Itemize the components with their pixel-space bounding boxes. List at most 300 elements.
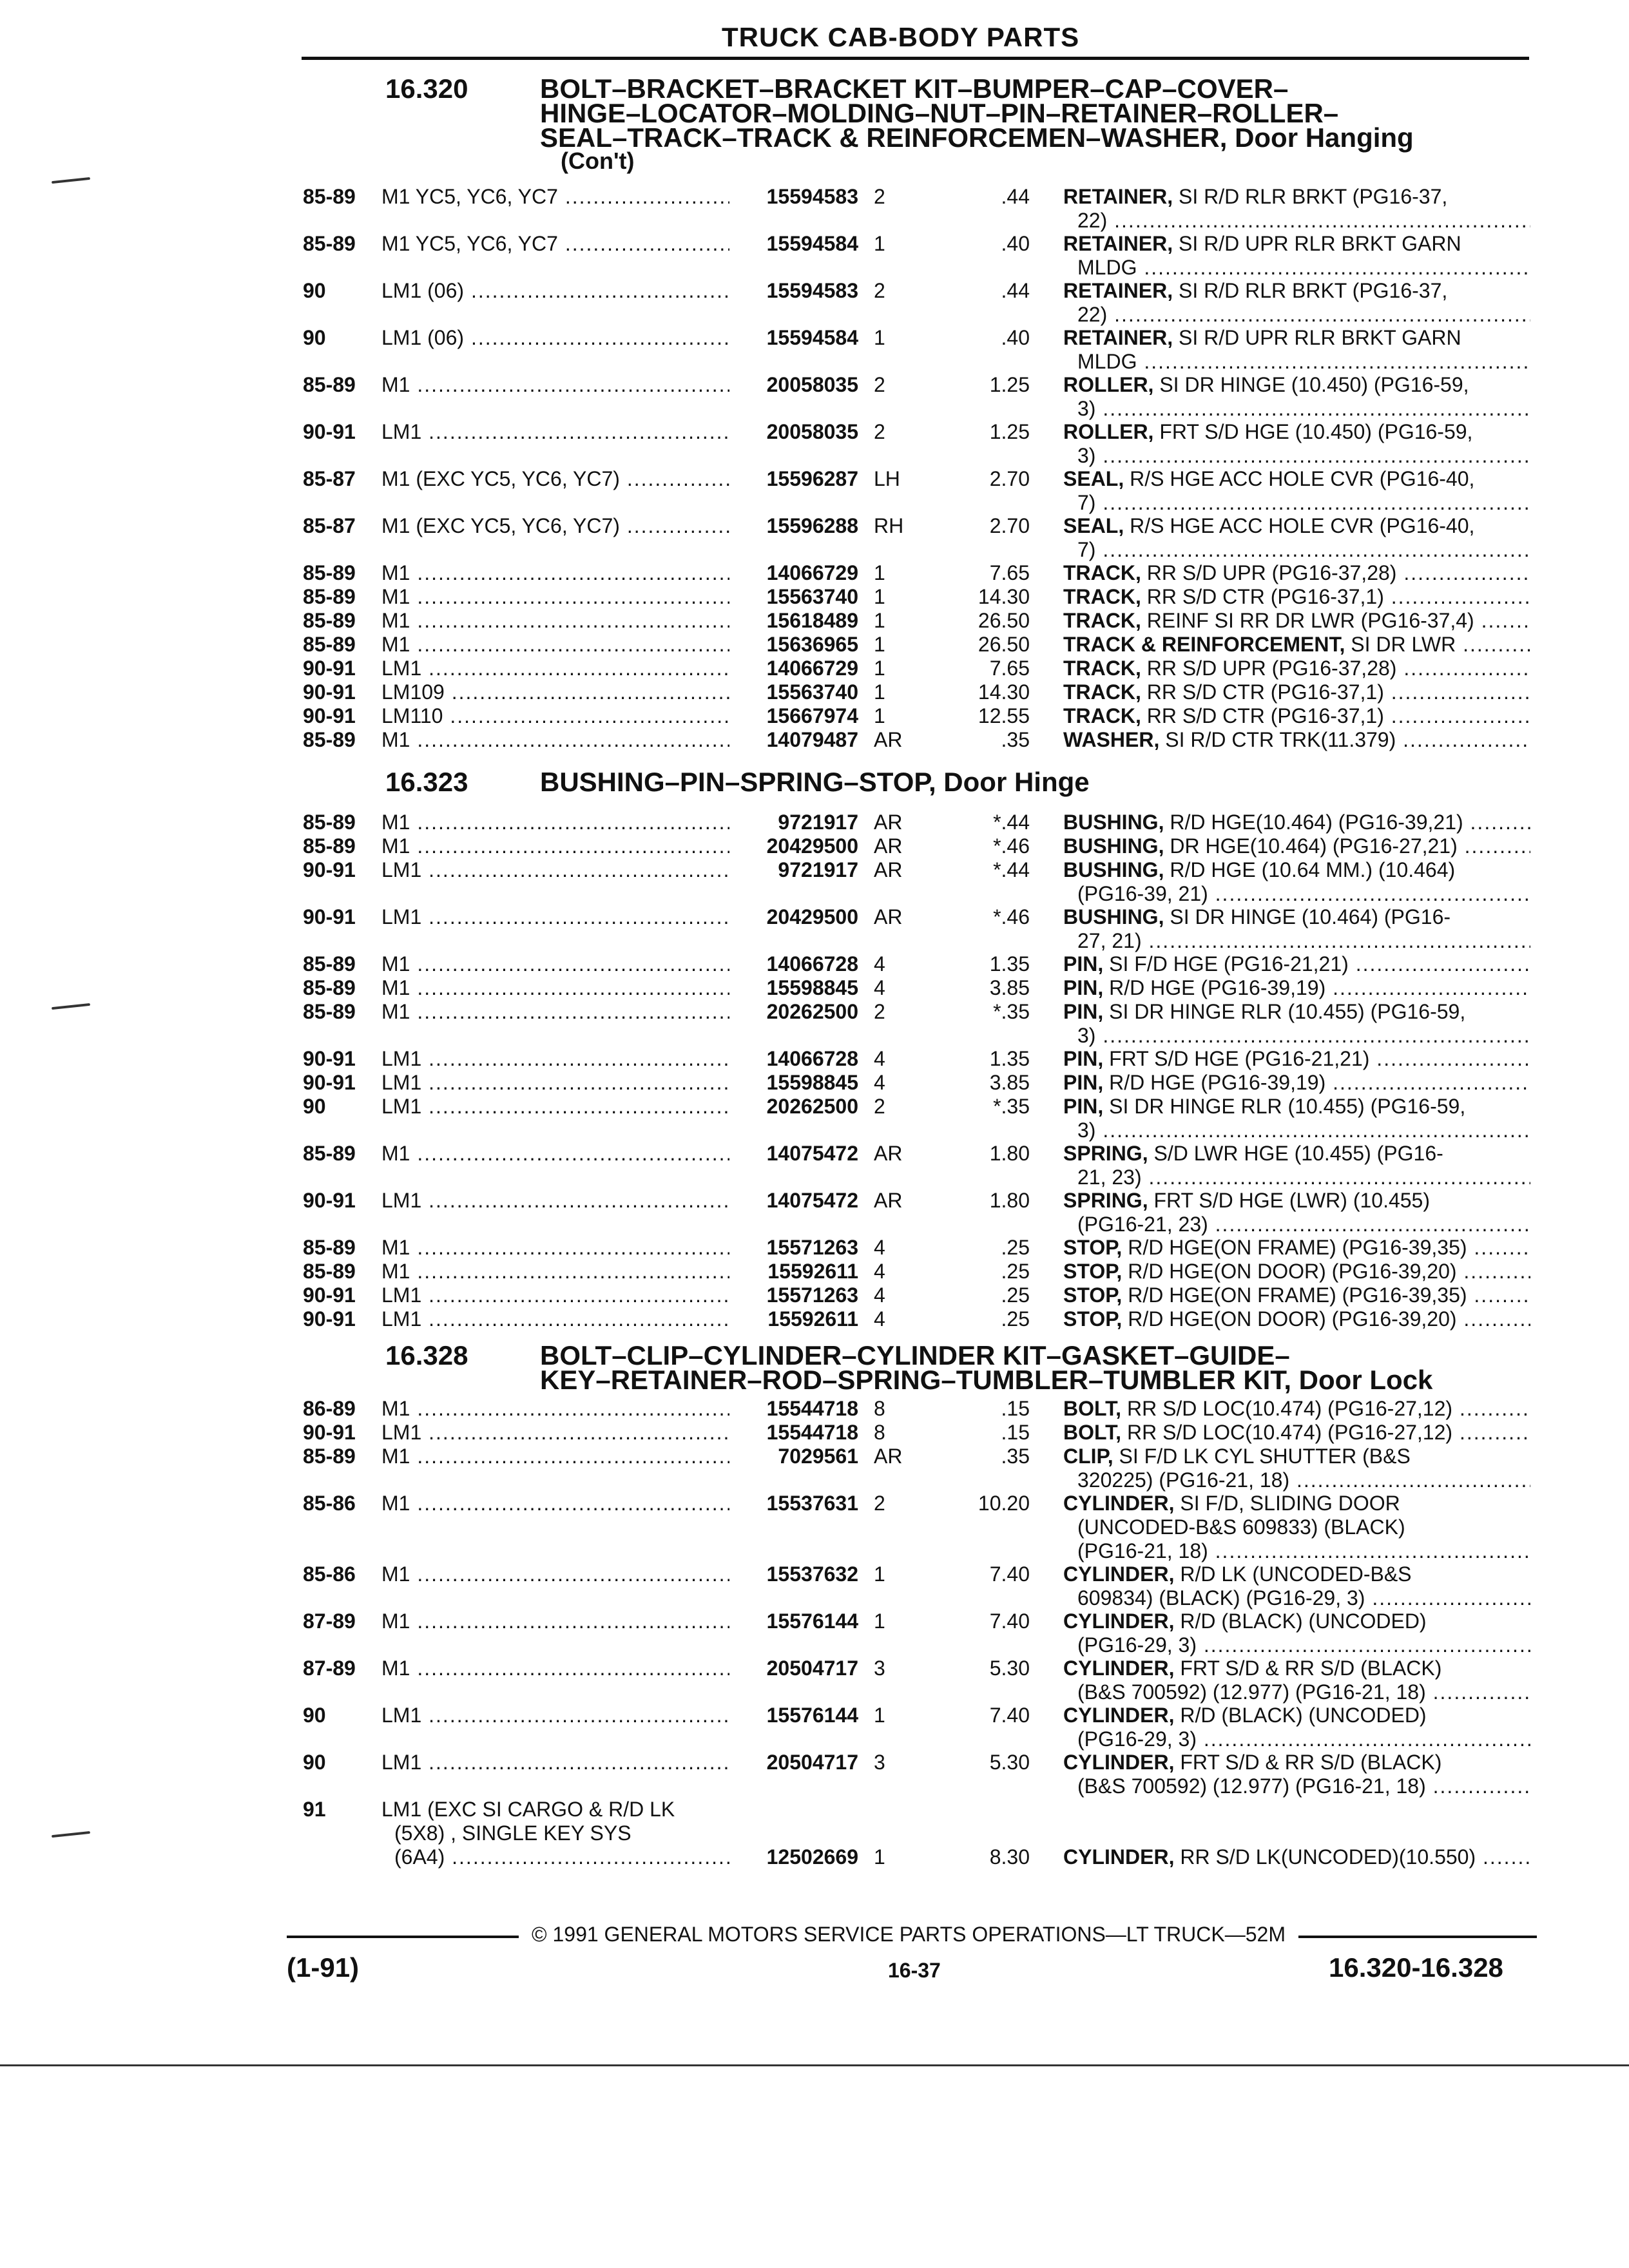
description-line bbox=[1063, 303, 1530, 327]
description-text: (UNCODED-B&S 609833) (BLACK) bbox=[1077, 1515, 1405, 1539]
description bbox=[1063, 279, 1530, 327]
description-text: (B&S 700592) (12.977) (PG16-21, 18) bbox=[1077, 1774, 1426, 1798]
application bbox=[381, 811, 729, 834]
quantity: 2 bbox=[874, 420, 885, 443]
quantity: 1 bbox=[874, 633, 885, 656]
year-range: 90-91 bbox=[303, 1047, 356, 1070]
description-line bbox=[1063, 1515, 1530, 1539]
price: 7.65 bbox=[989, 657, 1030, 680]
description-line bbox=[1063, 585, 1530, 609]
quantity: 1 bbox=[874, 561, 885, 584]
description-text: RR S/D LOC(10.474) (PG16-27,12) bbox=[1126, 1421, 1453, 1444]
part-number: 15571263 bbox=[763, 1283, 858, 1307]
application-line: LM1 ..... bbox=[381, 1307, 729, 1331]
price: .40 bbox=[1001, 326, 1030, 349]
quantity: 1 bbox=[874, 680, 885, 704]
part-number: 15598845 bbox=[763, 976, 858, 1000]
description-line bbox=[1063, 1213, 1530, 1236]
section-number: 16.323 bbox=[385, 767, 468, 797]
description-text: SI F/D, SLIDING DOOR bbox=[1180, 1492, 1400, 1515]
price: 5.30 bbox=[989, 1657, 1030, 1680]
quantity: 1 bbox=[874, 704, 885, 727]
price: 1.35 bbox=[989, 1047, 1030, 1070]
application-line: M1 ..... bbox=[381, 373, 729, 397]
application bbox=[381, 1283, 729, 1307]
year-range: 90-91 bbox=[303, 1283, 356, 1307]
part-number: 14066729 bbox=[763, 657, 858, 680]
year-range: 85-89 bbox=[303, 585, 356, 608]
quantity: 4 bbox=[874, 1307, 885, 1331]
application-line: M1 ..... bbox=[381, 1562, 729, 1586]
quantity: 4 bbox=[874, 976, 885, 999]
year-range: 90-91 bbox=[303, 1307, 356, 1331]
price: *.46 bbox=[993, 834, 1030, 858]
price: 12.55 bbox=[978, 704, 1030, 727]
application-line: M1 ..... bbox=[381, 1492, 729, 1515]
description-line bbox=[1063, 467, 1530, 491]
part-number: 15537632 bbox=[763, 1562, 858, 1586]
description bbox=[1063, 1047, 1530, 1071]
price: 10.20 bbox=[978, 1492, 1030, 1515]
year-range: 87-89 bbox=[303, 1657, 356, 1680]
part-name: PIN, bbox=[1063, 976, 1104, 999]
description-text: R/D HGE(ON DOOR) (PG16-39,20) bbox=[1128, 1307, 1457, 1331]
section-title-line: (Con't) bbox=[561, 148, 635, 174]
section-title-line: HINGE–LOCATOR–MOLDING–NUT–PIN–RETAINER–ROLLER– bbox=[540, 98, 1339, 128]
description bbox=[1063, 1236, 1530, 1260]
description-line bbox=[1063, 1492, 1530, 1515]
part-name: PIN, bbox=[1063, 1095, 1104, 1118]
price: 1.25 bbox=[989, 373, 1030, 396]
description-text: DR HGE(10.464) (PG16-27,21) bbox=[1170, 834, 1458, 858]
description-text: 320225) (PG16-21, 18) bbox=[1077, 1468, 1290, 1492]
year-range: 85-87 bbox=[303, 467, 356, 490]
quantity: 1 bbox=[874, 1610, 885, 1633]
description bbox=[1063, 373, 1530, 421]
part-number: 20262500 bbox=[763, 1000, 858, 1024]
application-line: LM1 ..... bbox=[381, 1095, 729, 1119]
application bbox=[381, 1704, 729, 1727]
quantity: AR bbox=[874, 905, 903, 928]
description-line bbox=[1063, 1189, 1530, 1213]
price: 3.85 bbox=[989, 1071, 1030, 1094]
description-line bbox=[1063, 704, 1530, 728]
part-number: 15636965 bbox=[763, 633, 858, 657]
application bbox=[381, 1071, 729, 1095]
section-title-line: BOLT–CLIP–CYLINDER–CYLINDER KIT–GASKET–GUIDE– bbox=[540, 1340, 1290, 1370]
application-line: LM1 (06) ..... bbox=[381, 326, 729, 350]
description-line bbox=[1063, 1774, 1530, 1798]
description-line bbox=[1063, 882, 1530, 906]
application bbox=[381, 1236, 729, 1260]
quantity: 4 bbox=[874, 952, 885, 975]
year-range: 85-89 bbox=[303, 1445, 356, 1468]
description-line bbox=[1063, 834, 1530, 858]
part-name: CYLINDER, bbox=[1063, 1657, 1175, 1680]
application-line: LM109 ..... bbox=[381, 680, 729, 704]
description-line bbox=[1063, 811, 1530, 834]
quantity: 1 bbox=[874, 609, 885, 632]
description-text: 609834) (BLACK) (PG16-29, 3) bbox=[1077, 1586, 1365, 1610]
part-number: 15563740 bbox=[763, 680, 858, 704]
description-text: FRT S/D HGE (LWR) (10.455) bbox=[1153, 1189, 1430, 1212]
application-line: M1 ..... bbox=[381, 834, 729, 858]
price: 1.35 bbox=[989, 952, 1030, 975]
quantity: AR bbox=[874, 834, 903, 858]
year-range: 91 bbox=[303, 1798, 326, 1821]
description bbox=[1063, 185, 1530, 233]
description-line bbox=[1063, 1657, 1530, 1680]
year-range: 85-89 bbox=[303, 976, 356, 999]
section-number: 16.320 bbox=[385, 73, 468, 104]
part-number: 15571263 bbox=[763, 1236, 858, 1260]
description-line bbox=[1063, 952, 1530, 976]
description bbox=[1063, 1000, 1530, 1048]
application-line: M1 ..... bbox=[381, 561, 729, 585]
application bbox=[381, 1307, 729, 1331]
application-line: LM1 ..... bbox=[381, 420, 729, 444]
quantity: 8 bbox=[874, 1397, 885, 1420]
part-number: 15563740 bbox=[763, 585, 858, 609]
quantity: 4 bbox=[874, 1260, 885, 1283]
description-line bbox=[1063, 1610, 1530, 1633]
price: 1.80 bbox=[989, 1142, 1030, 1165]
description bbox=[1063, 657, 1530, 680]
part-number: 15544718 bbox=[763, 1421, 858, 1445]
part-name: PIN, bbox=[1063, 1000, 1104, 1023]
price: .44 bbox=[1001, 279, 1030, 302]
description bbox=[1063, 1283, 1530, 1307]
application-line: M1 ..... bbox=[381, 1142, 729, 1166]
description bbox=[1063, 1142, 1530, 1189]
application bbox=[381, 1260, 729, 1283]
application-line: LM1 ..... bbox=[381, 1421, 729, 1445]
description bbox=[1063, 1751, 1530, 1798]
description-text: SI R/D UPR RLR BRKT GARN bbox=[1178, 232, 1461, 255]
footer-rule bbox=[287, 1936, 519, 1938]
part-name: SEAL, bbox=[1063, 467, 1124, 490]
part-number: 15596288 bbox=[763, 514, 858, 538]
description-text: 22) bbox=[1077, 209, 1108, 232]
application bbox=[381, 704, 729, 728]
description bbox=[1063, 680, 1530, 704]
description bbox=[1063, 976, 1530, 1000]
year-range: 90 bbox=[303, 1095, 326, 1118]
part-number: 14075472 bbox=[763, 1189, 858, 1213]
description-line bbox=[1063, 1024, 1530, 1048]
application bbox=[381, 657, 729, 680]
description-text: 22) bbox=[1077, 303, 1108, 326]
description bbox=[1063, 326, 1530, 374]
price: *.44 bbox=[993, 858, 1030, 881]
quantity: RH bbox=[874, 514, 904, 537]
description bbox=[1063, 1704, 1530, 1751]
year-range: 90 bbox=[303, 1751, 326, 1774]
application bbox=[381, 834, 729, 858]
application-line: LM1 ..... bbox=[381, 1047, 729, 1071]
description-text: SI DR HINGE (10.464) (PG16- bbox=[1170, 905, 1451, 928]
description bbox=[1063, 1095, 1530, 1142]
description bbox=[1063, 704, 1530, 728]
application-line: M1 ..... bbox=[381, 1610, 729, 1633]
description-line bbox=[1063, 1751, 1530, 1774]
part-number: 15594584 bbox=[763, 232, 858, 256]
description-text: SI F/D LK CYL SHUTTER (B&S bbox=[1119, 1445, 1411, 1468]
part-number: 15596287 bbox=[763, 467, 858, 491]
description-line bbox=[1063, 491, 1530, 515]
part-number: 20504717 bbox=[763, 1657, 858, 1680]
quantity: 1 bbox=[874, 326, 885, 349]
description-text: 3) bbox=[1077, 1119, 1096, 1142]
description bbox=[1063, 728, 1530, 752]
part-name: TRACK, bbox=[1063, 561, 1141, 584]
description-line bbox=[1063, 420, 1530, 444]
description-text: (PG16-39, 21) bbox=[1077, 882, 1208, 905]
part-number: 15576144 bbox=[763, 1704, 858, 1727]
description bbox=[1063, 1421, 1530, 1445]
quantity: 2 bbox=[874, 1492, 885, 1515]
description-text: FRT S/D & RR S/D (BLACK) bbox=[1180, 1751, 1442, 1774]
description-line bbox=[1063, 1000, 1530, 1024]
description-line bbox=[1063, 373, 1530, 397]
part-name: CYLINDER, bbox=[1063, 1610, 1175, 1633]
description bbox=[1063, 1189, 1530, 1236]
description-text: R/D LK (UNCODED-B&S bbox=[1180, 1562, 1412, 1586]
year-range: 85-89 bbox=[303, 1236, 356, 1259]
application-line: M1 ..... bbox=[381, 609, 729, 633]
description bbox=[1063, 561, 1530, 585]
footer-rule bbox=[1298, 1936, 1537, 1938]
description-text: SI DR HINGE RLR (10.455) (PG16-59, bbox=[1109, 1095, 1466, 1118]
description-text: RR S/D LK(UNCODED)(10.550) bbox=[1180, 1845, 1476, 1869]
description-line bbox=[1063, 232, 1530, 256]
part-name: BUSHING, bbox=[1063, 811, 1164, 834]
description-line bbox=[1063, 633, 1530, 657]
description bbox=[1063, 811, 1530, 834]
year-range: 85-89 bbox=[303, 609, 356, 632]
part-name: SPRING, bbox=[1063, 1189, 1148, 1212]
application-line: M1 ..... bbox=[381, 1445, 729, 1468]
quantity: 2 bbox=[874, 185, 885, 208]
description-text: SI R/D RLR BRKT (PG16-37, bbox=[1178, 185, 1448, 208]
footer-revision: (1-91) bbox=[287, 1952, 360, 1983]
application-line: LM1 (EXC SI CARGO & R/D LK bbox=[381, 1798, 675, 1821]
description bbox=[1063, 633, 1530, 657]
year-range: 85-86 bbox=[303, 1562, 356, 1586]
application-line: LM1 ..... bbox=[381, 858, 729, 882]
description-line bbox=[1063, 538, 1530, 562]
description bbox=[1063, 1610, 1530, 1657]
description-line bbox=[1063, 444, 1530, 468]
application-line: LM1 ..... bbox=[381, 1071, 729, 1095]
quantity: AR bbox=[874, 728, 903, 751]
description-line bbox=[1063, 929, 1530, 953]
year-range: 90-91 bbox=[303, 1189, 356, 1212]
price: .25 bbox=[1001, 1283, 1030, 1307]
application bbox=[381, 185, 729, 209]
application bbox=[381, 728, 729, 752]
description-text: R/S HGE ACC HOLE CVR (PG16-40, bbox=[1130, 467, 1475, 490]
description-text: S/D LWR HGE (10.455) (PG16- bbox=[1153, 1142, 1443, 1165]
section-title-line: KEY–RETAINER–ROD–SPRING–TUMBLER–TUMBLER KIT, Door Lock bbox=[540, 1365, 1433, 1395]
description-text: SI R/D UPR RLR BRKT GARN bbox=[1178, 326, 1461, 349]
part-name: BOLT, bbox=[1063, 1397, 1122, 1420]
part-name: TRACK, bbox=[1063, 657, 1141, 680]
application bbox=[381, 279, 729, 303]
part-number: 20504717 bbox=[763, 1751, 858, 1774]
price: 26.50 bbox=[978, 633, 1030, 656]
description-line bbox=[1063, 1445, 1530, 1468]
application-line: M1 ..... bbox=[381, 1260, 729, 1283]
description-text: FRT S/D & RR S/D (BLACK) bbox=[1180, 1657, 1442, 1680]
price: 7.40 bbox=[989, 1562, 1030, 1586]
price: 14.30 bbox=[978, 585, 1030, 608]
description-line bbox=[1063, 1095, 1530, 1119]
part-number: 15537631 bbox=[763, 1492, 858, 1515]
description-line bbox=[1063, 976, 1530, 1000]
description-text: (PG16-29, 3) bbox=[1077, 1633, 1197, 1657]
application bbox=[381, 1657, 729, 1680]
description-text: SI DR HINGE (10.450) (PG16-59, bbox=[1159, 373, 1469, 396]
part-name: BUSHING, bbox=[1063, 858, 1164, 881]
part-name: RETAINER, bbox=[1063, 232, 1173, 255]
description-text: 7) bbox=[1077, 491, 1096, 514]
year-range: 90 bbox=[303, 1704, 326, 1727]
description-line bbox=[1063, 209, 1530, 233]
part-name: PIN, bbox=[1063, 1047, 1104, 1070]
description-text: RR S/D UPR (PG16-37,28) bbox=[1146, 657, 1397, 680]
application-line: M1 YC5, YC6, YC7 ..... bbox=[381, 185, 729, 209]
quantity: 4 bbox=[874, 1283, 885, 1307]
description bbox=[1063, 420, 1530, 468]
application bbox=[381, 952, 729, 976]
quantity: 1 bbox=[874, 585, 885, 608]
part-number: 9721917 bbox=[774, 811, 858, 834]
application bbox=[381, 858, 729, 882]
price: .40 bbox=[1001, 232, 1030, 255]
year-range: 85-89 bbox=[303, 561, 356, 584]
application bbox=[381, 1189, 729, 1213]
description-text: RR S/D LOC(10.474) (PG16-27,12) bbox=[1126, 1397, 1453, 1420]
description bbox=[1063, 609, 1530, 633]
description-line bbox=[1063, 1539, 1530, 1563]
description bbox=[1063, 1307, 1530, 1331]
application bbox=[381, 1142, 729, 1166]
description bbox=[1063, 585, 1530, 609]
description bbox=[1063, 1445, 1530, 1492]
part-name: CYLINDER, bbox=[1063, 1751, 1175, 1774]
year-range: 90-91 bbox=[303, 905, 356, 928]
part-name: SPRING, bbox=[1063, 1142, 1148, 1165]
price: 26.50 bbox=[978, 609, 1030, 632]
description-line bbox=[1063, 1260, 1530, 1283]
description-line bbox=[1063, 1421, 1530, 1445]
quantity: 2 bbox=[874, 279, 885, 302]
description-text: FRT S/D HGE (10.450) (PG16-59, bbox=[1159, 420, 1473, 443]
description-text: RR S/D CTR (PG16-37,1) bbox=[1146, 704, 1384, 727]
part-name: STOP, bbox=[1063, 1260, 1123, 1283]
description-line bbox=[1063, 657, 1530, 680]
description-line bbox=[1063, 514, 1530, 538]
quantity: 3 bbox=[874, 1657, 885, 1680]
part-name: RETAINER, bbox=[1063, 185, 1173, 208]
part-name: RETAINER, bbox=[1063, 326, 1173, 349]
price: .35 bbox=[1001, 1445, 1030, 1468]
price: 8.30 bbox=[989, 1845, 1030, 1869]
quantity: AR bbox=[874, 1189, 903, 1212]
description-text: R/S HGE ACC HOLE CVR (PG16-40, bbox=[1130, 514, 1475, 537]
description bbox=[1063, 834, 1530, 858]
description-text: R/D HGE (PG16-39,19) bbox=[1109, 976, 1326, 999]
part-name: STOP, bbox=[1063, 1307, 1123, 1331]
description-line bbox=[1063, 858, 1530, 882]
application bbox=[381, 1445, 729, 1468]
year-range: 85-89 bbox=[303, 185, 356, 208]
year-range: 90-91 bbox=[303, 420, 356, 443]
footer-page-number: 16-37 bbox=[888, 1959, 941, 1982]
application bbox=[381, 609, 729, 633]
application-line: M1 (EXC YC5, YC6, YC7) ..... bbox=[381, 514, 729, 538]
part-number: 12502669 bbox=[763, 1845, 858, 1869]
description-text: SI DR LWR bbox=[1351, 633, 1456, 656]
description-line bbox=[1063, 1468, 1530, 1492]
year-range: 85-89 bbox=[303, 232, 356, 255]
section-number: 16.328 bbox=[385, 1340, 468, 1370]
description-text: MLDG bbox=[1077, 350, 1137, 373]
description-line bbox=[1063, 326, 1530, 350]
part-name: BUSHING, bbox=[1063, 905, 1164, 928]
part-name: TRACK, bbox=[1063, 680, 1141, 704]
quantity: AR bbox=[874, 1445, 903, 1468]
part-number: 20429500 bbox=[763, 905, 858, 929]
description-text: (PG16-21, 18) bbox=[1077, 1539, 1208, 1562]
part-number: 15594583 bbox=[763, 185, 858, 209]
description-text: (B&S 700592) (12.977) (PG16-21, 18) bbox=[1077, 1680, 1426, 1704]
description-line bbox=[1063, 1307, 1530, 1331]
description-text: REINF SI RR DR LWR (PG16-37,4) bbox=[1146, 609, 1474, 632]
application bbox=[381, 1000, 729, 1024]
description-text: R/D HGE(10.464) (PG16-39,21) bbox=[1170, 811, 1463, 834]
description bbox=[1063, 1845, 1530, 1869]
price: .25 bbox=[1001, 1307, 1030, 1331]
quantity: 4 bbox=[874, 1236, 885, 1259]
part-name: CYLINDER, bbox=[1063, 1845, 1175, 1869]
application-line: LM1 ..... bbox=[381, 1189, 729, 1213]
application bbox=[381, 1095, 729, 1119]
application bbox=[381, 1421, 729, 1445]
footer-copyright: © 1991 GENERAL MOTORS SERVICE PARTS OPERATIONS—LT TRUCK—52M bbox=[532, 1923, 1286, 1946]
part-name: BOLT, bbox=[1063, 1421, 1122, 1444]
description-text: FRT S/D HGE (PG16-21,21) bbox=[1109, 1047, 1370, 1070]
part-number: 15618489 bbox=[763, 609, 858, 633]
year-range: 90-91 bbox=[303, 1421, 356, 1444]
application bbox=[381, 1397, 729, 1421]
margin-mark bbox=[52, 1831, 90, 1838]
description bbox=[1063, 905, 1530, 953]
description bbox=[1063, 1562, 1530, 1610]
part-name: TRACK, bbox=[1063, 585, 1141, 608]
price: 3.85 bbox=[989, 976, 1030, 999]
description bbox=[1063, 952, 1530, 976]
part-name: RETAINER, bbox=[1063, 279, 1173, 302]
year-range: 90-91 bbox=[303, 858, 356, 881]
description-text: R/D HGE (PG16-39,19) bbox=[1109, 1071, 1326, 1094]
application-line: (5X8) , SINGLE KEY SYS bbox=[394, 1821, 631, 1845]
description-line bbox=[1063, 680, 1530, 704]
description-line bbox=[1063, 185, 1530, 209]
application-line: M1 ..... bbox=[381, 811, 729, 834]
description-line bbox=[1063, 609, 1530, 633]
